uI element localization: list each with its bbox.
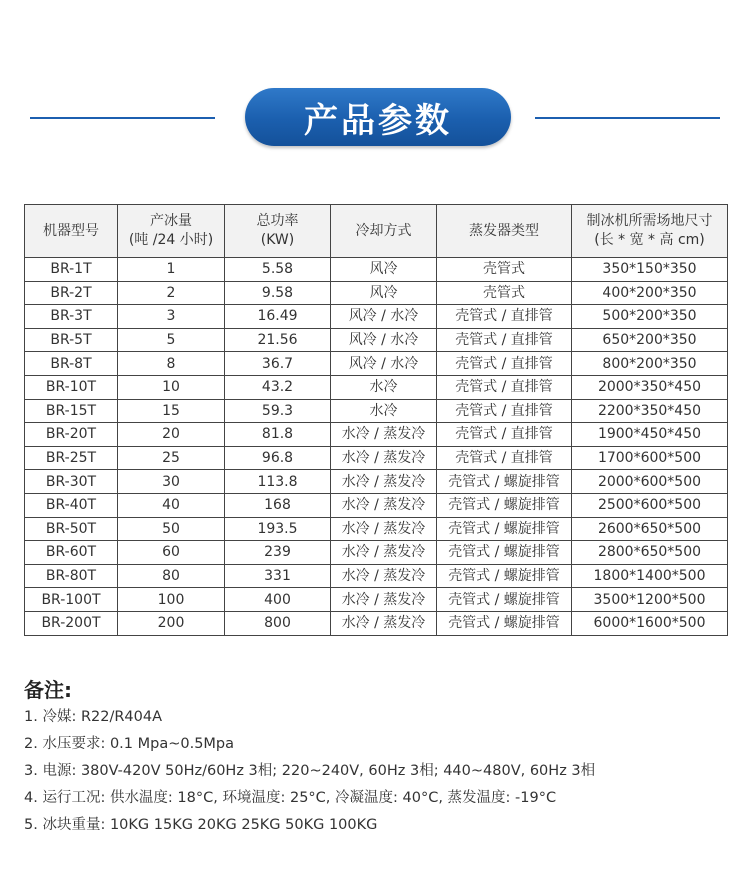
table-cell: 水冷 / 蒸发冷 — [331, 423, 437, 447]
table-cell: 20 — [118, 423, 225, 447]
table-cell: 2200*350*450 — [572, 399, 728, 423]
table-cell: 壳管式 / 直排管 — [437, 423, 572, 447]
table-cell: BR-100T — [25, 588, 118, 612]
note-item: 4. 运行工况: 供水温度: 18°C, 环境温度: 25°C, 冷凝温度: 40°C, 蒸发温度: -19°C — [24, 790, 557, 806]
table-cell: 59.3 — [225, 399, 331, 423]
column-header-label: 冷却方式 — [355, 222, 412, 239]
table-cell: 水冷 / 蒸发冷 — [331, 541, 437, 565]
table-row — [25, 399, 728, 423]
table-row — [25, 517, 728, 541]
table-cell: 60 — [118, 541, 225, 565]
table-cell: 400 — [225, 588, 331, 612]
table-cell: 80 — [118, 564, 225, 588]
column-header-label: 产冰量 — [150, 213, 192, 229]
table-cell: 壳管式 / 螺旋排管 — [437, 493, 572, 517]
column-header — [331, 205, 437, 258]
notes-list — [24, 706, 595, 841]
table-row — [25, 423, 728, 447]
note-item: 2. 水压要求: 0.1 Mpa~0.5Mpa — [24, 736, 235, 752]
table-cell: 400*200*350 — [572, 281, 728, 305]
table-cell: 2000*350*450 — [572, 375, 728, 399]
table-cell: BR-200T — [25, 611, 118, 635]
table-cell: 500*200*350 — [572, 305, 728, 329]
note-item: 5. 冰块重量: 10KG 15KG 20KG 25KG 50KG 100KG — [24, 817, 378, 833]
table-cell: 风冷 — [331, 258, 437, 282]
table-row — [25, 375, 728, 399]
table-row — [25, 541, 728, 565]
table-cell: 100 — [118, 588, 225, 612]
table-cell: 壳管式 / 螺旋排管 — [437, 564, 572, 588]
table-cell: 风冷 — [331, 281, 437, 305]
table-cell: 193.5 — [225, 517, 331, 541]
table-cell: 壳管式 / 直排管 — [437, 446, 572, 470]
table-row — [25, 588, 728, 612]
table-row — [25, 493, 728, 517]
table-cell: 水冷 / 蒸发冷 — [331, 564, 437, 588]
column-header-label: 制冰机所需场地尺寸 — [586, 213, 713, 229]
table-cell: 壳管式 / 螺旋排管 — [437, 517, 572, 541]
table-cell: 风冷 / 水冷 — [331, 328, 437, 352]
table-cell: 30 — [118, 470, 225, 494]
title-divider-left — [30, 117, 215, 119]
table-header-row — [25, 205, 728, 258]
column-header — [225, 205, 331, 258]
table-cell: 5.58 — [225, 258, 331, 282]
column-header-label: 机器型号 — [43, 222, 99, 239]
table-cell: BR-60T — [25, 541, 118, 565]
column-header-unit: (长 * 宽 * 高 cm) — [594, 232, 705, 248]
table-cell: 水冷 — [331, 375, 437, 399]
table-cell: 25 — [118, 446, 225, 470]
note-item: 3. 电源: 380V-420V 50Hz/60Hz 3相; 220~240V, 60Hz 3相; 440~480V, 60Hz 3相 — [24, 763, 596, 779]
column-header-label: 蒸发器类型 — [469, 222, 539, 239]
table-cell: 239 — [225, 541, 331, 565]
table-cell: 壳管式 / 直排管 — [437, 352, 572, 376]
table-row — [25, 470, 728, 494]
column-header-unit: (KW) — [260, 232, 295, 248]
table-row — [25, 281, 728, 305]
table-cell: 650*200*350 — [572, 328, 728, 352]
table-cell: 800 — [225, 611, 331, 635]
table-cell: BR-3T — [25, 305, 118, 329]
table-cell: 9.58 — [225, 281, 331, 305]
table-cell: BR-8T — [25, 352, 118, 376]
table-cell: 81.8 — [225, 423, 331, 447]
table-cell: BR-40T — [25, 493, 118, 517]
table-cell: 壳管式 — [437, 281, 572, 305]
table-cell: 200 — [118, 611, 225, 635]
table-cell: BR-80T — [25, 564, 118, 588]
table-cell: 350*150*350 — [572, 258, 728, 282]
title-divider-right — [535, 117, 720, 119]
table-cell: BR-5T — [25, 328, 118, 352]
table-cell: 2600*650*500 — [572, 517, 728, 541]
column-header-label: 总功率 — [256, 213, 299, 229]
table-cell: 2800*650*500 — [572, 541, 728, 565]
table-cell: 1700*600*500 — [572, 446, 728, 470]
table-cell: 壳管式 / 螺旋排管 — [437, 611, 572, 635]
table-cell: 331 — [225, 564, 331, 588]
table-cell: 壳管式 / 直排管 — [437, 399, 572, 423]
product-params-table — [24, 204, 728, 636]
table-cell: 168 — [225, 493, 331, 517]
table-cell: 8 — [118, 352, 225, 376]
table-cell: 水冷 / 蒸发冷 — [331, 517, 437, 541]
table-row — [25, 564, 728, 588]
table-cell: 壳管式 / 螺旋排管 — [437, 588, 572, 612]
table-cell: 50 — [118, 517, 225, 541]
table-cell: 3 — [118, 305, 225, 329]
table-cell: 壳管式 / 螺旋排管 — [437, 470, 572, 494]
table-cell: 壳管式 / 螺旋排管 — [437, 541, 572, 565]
table-cell: BR-2T — [25, 281, 118, 305]
table-cell: 96.8 — [225, 446, 331, 470]
column-header — [572, 205, 728, 258]
column-header — [118, 205, 225, 258]
table-cell: BR-30T — [25, 470, 118, 494]
title-banner — [245, 88, 511, 146]
table-cell: 21.56 — [225, 328, 331, 352]
table-row — [25, 328, 728, 352]
notes-title: 备注: — [24, 678, 72, 702]
table-cell: BR-20T — [25, 423, 118, 447]
table-cell: 壳管式 / 直排管 — [437, 375, 572, 399]
table-cell: BR-15T — [25, 399, 118, 423]
table-body — [25, 258, 728, 636]
table-cell: 水冷 / 蒸发冷 — [331, 588, 437, 612]
table-row — [25, 611, 728, 635]
table-cell: BR-1T — [25, 258, 118, 282]
table-cell: BR-50T — [25, 517, 118, 541]
table-cell: 水冷 — [331, 399, 437, 423]
column-header — [25, 205, 118, 258]
table-cell: 水冷 / 蒸发冷 — [331, 611, 437, 635]
table-cell: 43.2 — [225, 375, 331, 399]
table-row — [25, 446, 728, 470]
table-cell: 113.8 — [225, 470, 331, 494]
table-cell: 壳管式 / 直排管 — [437, 305, 572, 329]
table-cell: 6000*1600*500 — [572, 611, 728, 635]
column-header — [437, 205, 572, 258]
table-cell: 水冷 / 蒸发冷 — [331, 446, 437, 470]
table-cell: 风冷 / 水冷 — [331, 352, 437, 376]
table-cell: 40 — [118, 493, 225, 517]
table-cell: 800*200*350 — [572, 352, 728, 376]
table-cell: 36.7 — [225, 352, 331, 376]
table-cell: 16.49 — [225, 305, 331, 329]
table-cell: 风冷 / 水冷 — [331, 305, 437, 329]
table-cell: 2000*600*500 — [572, 470, 728, 494]
table-cell: BR-10T — [25, 375, 118, 399]
note-item: 1. 冷媒: R22/R404A — [24, 709, 163, 725]
column-header-unit: (吨 /24 小时) — [128, 232, 214, 248]
table-cell: 壳管式 — [437, 258, 572, 282]
table-cell: 1800*1400*500 — [572, 564, 728, 588]
table-cell: 壳管式 / 直排管 — [437, 328, 572, 352]
table-cell: 水冷 / 蒸发冷 — [331, 470, 437, 494]
table-cell: 10 — [118, 375, 225, 399]
table-cell: 15 — [118, 399, 225, 423]
table-cell: 2 — [118, 281, 225, 305]
table-cell: 5 — [118, 328, 225, 352]
table-cell: 水冷 / 蒸发冷 — [331, 493, 437, 517]
table-cell: BR-25T — [25, 446, 118, 470]
table-cell: 2500*600*500 — [572, 493, 728, 517]
table-row — [25, 305, 728, 329]
page-title: 产品参数 — [304, 100, 452, 141]
table-row — [25, 352, 728, 376]
table-cell: 1900*450*450 — [572, 423, 728, 447]
table-row — [25, 258, 728, 282]
table-cell: 1 — [118, 258, 225, 282]
table-cell: 3500*1200*500 — [572, 588, 728, 612]
